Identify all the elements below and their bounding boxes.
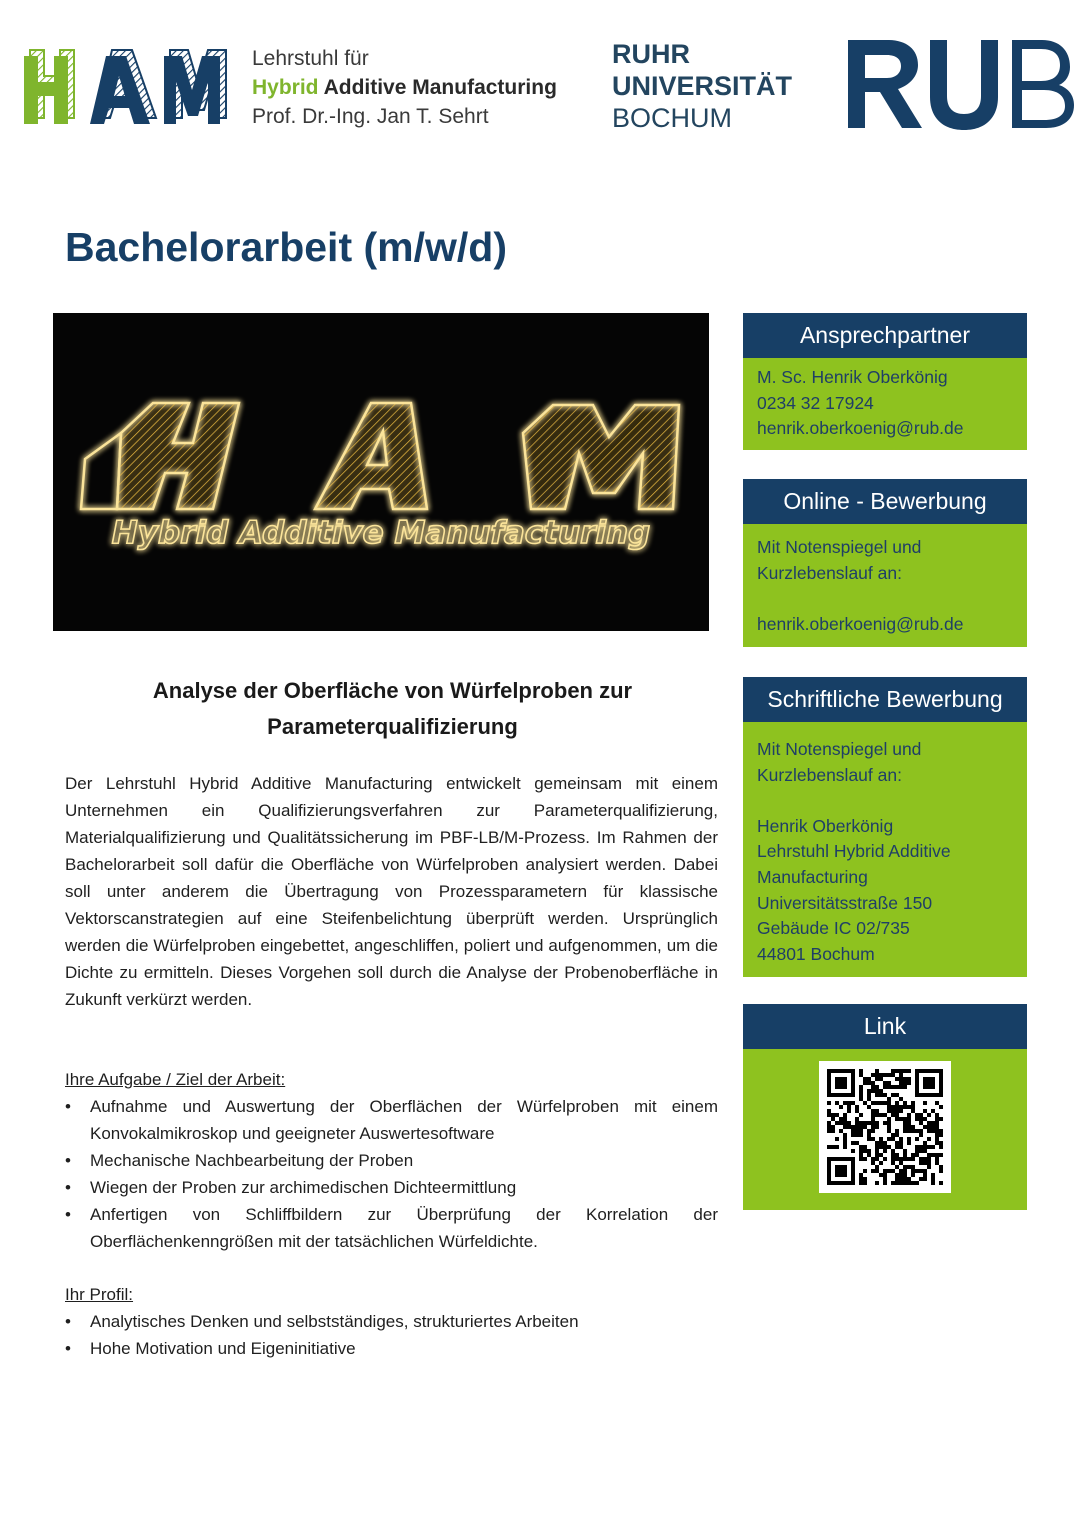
written-line: Kurzlebenslauf an:: [757, 764, 902, 785]
written-application-box: [743, 677, 1027, 977]
list-item: • Hohe Motivation und Eigeninitiative: [65, 1335, 718, 1362]
online-email[interactable]: henrik.oberkoenig@rub.de: [757, 613, 964, 634]
chair-line-2-rest: Additive Manufacturing: [323, 76, 557, 99]
written-line: Lehrstuhl Hybrid Additive: [757, 841, 951, 862]
contact-box: [743, 313, 1027, 450]
online-line: Mit Notenspiegel und: [757, 537, 922, 557]
thesis-title: [95, 673, 690, 745]
online-application-details: [743, 524, 1027, 647]
profile-heading: Ihr Profil:: [65, 1285, 134, 1304]
written-line: Gebäude IC 02/735: [757, 918, 910, 939]
thesis-description: Der Lehrstuhl Hybrid Additive Manufacturing entwickelt gemeinsam mit einem Unternehmen ein Qualifizierungsverfahren zur Parameterqualifizierung, Materialqualifizierung und Qualitätssicherung im PBF-LB/M-Prozess. Im Rahmen der Bachelorarbeit soll dafür die Oberfläche von Würfelproben analysiert werden. Dabei soll unter anderem die Übertragung von Prozessparametern für klassische Vektorscanstrategien auf eine Steifenbelichtung überprüft werden. Ursprünglich werden die Würfelproben eingebettet, angeschliffen, poliert und aufgenommen, um die Dichte zu ermitteln. Dieses Vorgehen soll durch die Analyse der Probenoberfläche in Zukunft verkürzt werden.: [65, 774, 718, 1009]
thesis-title-line-2: Parameterqualifizierung: [267, 714, 518, 739]
university-line-3: BOCHUM: [612, 103, 732, 133]
written-application-heading: Schriftliche Bewerbung: [743, 677, 1027, 722]
online-line: [757, 586, 1013, 612]
university-line-1: RUHR: [612, 39, 690, 69]
university-name: [612, 38, 792, 134]
list-item: • Anfertigen von Schliffbildern zur Überprüfung der Korrelation der Oberflächenkenngrößen mit der tatsächlichen Würfeldichte.: [65, 1201, 718, 1255]
online-application-box: [743, 479, 1027, 647]
chair-line-2: [252, 73, 557, 102]
link-box: [743, 1004, 1027, 1210]
ham-logo: [22, 44, 234, 124]
thesis-title-line-1: Analyse der Oberfläche von Würfelproben zur: [152, 678, 633, 703]
chair-line-1: Lehrstuhl für: [252, 47, 369, 70]
contact-phone[interactable]: 0234 32 17924: [757, 392, 874, 413]
contact-email[interactable]: henrik.oberkoenig@rub.de: [757, 418, 964, 439]
tasks-heading: Ihre Aufgabe / Ziel der Arbeit:: [65, 1070, 286, 1089]
online-application-heading: Online - Bewerbung: [743, 479, 1027, 524]
contact-details: [743, 358, 1027, 450]
profile-list: [65, 1308, 718, 1362]
tasks-list: [65, 1093, 718, 1255]
chair-professor: Prof. Dr.-Ing. Jan T. Sehrt: [252, 105, 489, 128]
hero-caption: Hybrid Additive Manufacturing: [111, 515, 651, 551]
chair-line-2-green: Hybrid: [252, 76, 319, 99]
list-item: • Analytisches Denken und selbstständiges, strukturiertes Arbeiten: [65, 1308, 718, 1335]
written-line: Universitätsstraße 150: [757, 892, 933, 913]
contact-name: M. Sc. Henrik Oberkönig: [757, 367, 948, 387]
written-line: Manufacturing: [757, 866, 868, 887]
written-line: [757, 788, 1013, 814]
list-item: • Wiegen der Proben zur archimedischen Dichteermittlung: [65, 1174, 718, 1201]
chair-name: [252, 44, 557, 131]
hero-image: [53, 313, 709, 631]
written-application-details: [743, 722, 1027, 977]
list-item: • Mechanische Nachbearbeitung der Proben: [65, 1147, 718, 1174]
written-line: Mit Notenspiegel und: [757, 739, 922, 759]
written-line: 44801 Bochum: [757, 943, 875, 964]
written-line: Henrik Oberkönig: [757, 815, 894, 836]
page-title: Bachelorarbeit (m/w/d): [65, 224, 507, 270]
list-item: • Aufnahme und Auswertung der Oberflächen der Würfelproben mit einem Konvokalmikroskop und geeigneter Auswertesoftware: [65, 1093, 718, 1147]
ham-glow-logo: [53, 313, 709, 631]
contact-heading: Ansprechpartner: [743, 313, 1027, 358]
qr-code-icon[interactable]: [819, 1061, 951, 1193]
link-heading: Link: [743, 1004, 1027, 1049]
online-line: Kurzlebenslauf an:: [757, 562, 902, 583]
university-line-2: UNIVERSITÄT: [612, 71, 793, 101]
rub-logo: [846, 36, 1074, 132]
